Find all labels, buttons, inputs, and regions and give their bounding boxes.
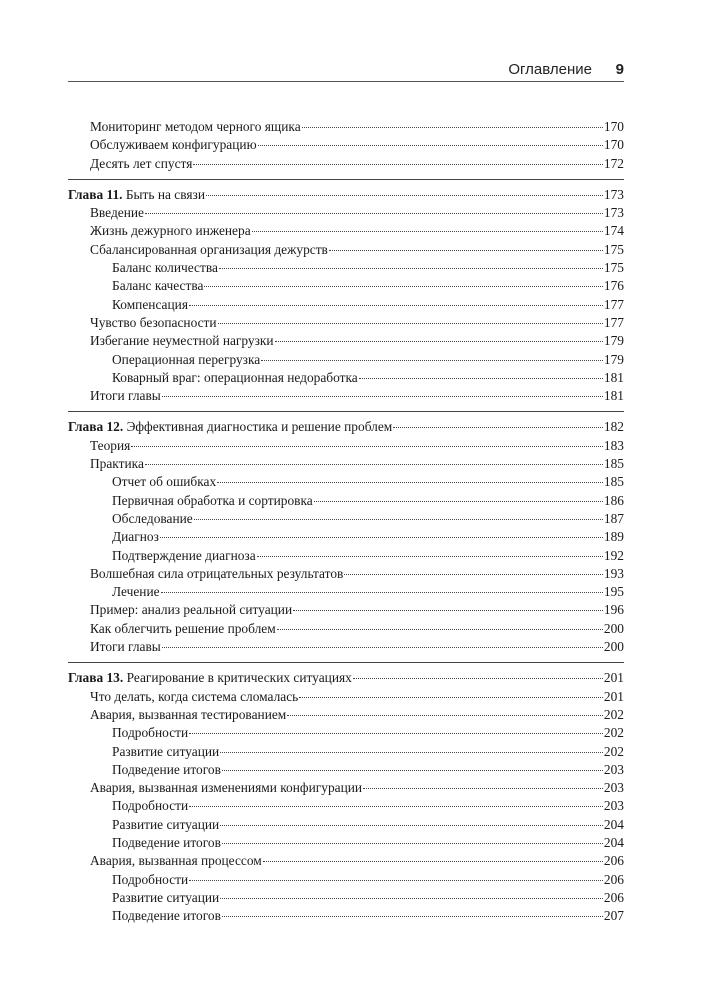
toc-entry [68,688,624,706]
toc-entry-title: Отчет об ошибках [112,474,217,490]
toc-entry-page: 186 [603,492,624,508]
toc-subentry [68,583,624,601]
chapter-name: Эффективная диагностика и решение проблем [126,419,393,435]
toc-entry-title: Авария, вызванная процессом [90,853,262,869]
chapter-label: Глава 11. [68,186,123,202]
toc-entry-page: 181 [603,388,624,404]
toc-entry-title: Сбалансированная организация дежурств [90,241,328,257]
page-number: 9 [615,61,624,78]
toc-entry [68,601,624,619]
toc-entry [68,155,624,173]
toc-entry-title: Подведение итогов [112,908,221,924]
toc-entry-page: 204 [603,834,624,850]
toc-entry-page: 202 [603,725,624,741]
toc-entry-page: 207 [603,908,624,924]
toc-entry-title: Развитие ситуации [112,743,220,759]
toc-subentry [68,761,624,779]
dot-leader [218,323,603,324]
toc-subentry [68,369,624,387]
dot-leader [359,378,603,379]
toc-entry-page: 185 [603,474,624,490]
toc-subentry [68,889,624,907]
chapter-label: Глава 13. [68,670,124,686]
dot-leader [299,697,603,698]
dot-leader [204,286,602,287]
toc-entry-title: Обслуживаем конфигурацию [90,137,257,153]
toc-subentry [68,743,624,761]
dot-leader [145,213,603,214]
toc-entry-title: Итоги главы [90,639,161,655]
toc-entry-page: 170 [603,119,624,134]
toc-entry-title: Развитие ситуации [112,889,220,905]
toc-entry-title: Подтверждение диагноза [112,547,256,563]
toc-subentry [68,259,624,277]
dot-leader [314,501,603,502]
dot-leader [263,861,603,862]
toc-entry-title: Подведение итогов [112,761,221,777]
dot-leader [189,880,603,881]
toc-entry-page: 172 [603,155,624,171]
toc-entry-title: Избегание неуместной нагрузки [90,333,274,349]
toc-entry-title: Жизнь дежурного инженера [90,223,251,239]
toc-subentry [68,797,624,815]
dot-leader [160,537,603,538]
toc-entry [68,314,624,332]
toc-subentry [68,816,624,834]
toc-entry-title: Коварный враг: операционная недоработка [112,369,358,385]
toc-chapter [68,186,624,204]
dot-leader [275,341,603,342]
toc-entry-page: 202 [603,743,624,759]
toc-entry [68,852,624,870]
toc-entry-page: 189 [603,529,624,545]
dot-leader [344,574,603,575]
dot-leader [189,806,603,807]
toc-entry-title: Подробности [112,798,189,814]
toc-entry-page: 196 [603,602,624,618]
toc-entry-title: Компенсация [112,296,188,312]
toc-subentry [68,834,624,852]
dot-leader [363,788,603,789]
toc-chapter [68,418,624,436]
toc-entry-title: Десять лет спустя [90,155,193,171]
toc-subentry [68,351,624,369]
toc-entry-page: 173 [603,205,624,221]
toc-entry-title: Практика [90,456,144,472]
chapter-divider [68,179,624,180]
toc-entry-title: Подробности [112,871,189,887]
running-header-title: Оглавление [508,61,592,78]
toc-entry [68,620,624,638]
dot-leader [222,916,603,917]
toc-subentry [68,871,624,889]
toc-entry-page: 203 [603,780,624,796]
toc-entry-title: Итоги главы [90,388,161,404]
toc-subentry [68,724,624,742]
toc-entry-page: 177 [603,296,624,312]
toc-entry [68,565,624,583]
toc-entry-title: Мониторинг методом черного ящика [90,119,301,134]
dot-leader [393,427,603,428]
toc-entry-page: 206 [603,871,624,887]
toc-entry-page: 179 [603,351,624,367]
chapter-divider [68,411,624,412]
toc-entry-page: 195 [603,584,624,600]
toc-chapter [68,669,624,687]
dot-leader [189,733,603,734]
toc-entry-title: Лечение [112,584,160,600]
toc-entry [68,437,624,455]
toc-entry [68,241,624,259]
toc-entry [68,779,624,797]
toc-entry-page: 204 [603,816,624,832]
toc-entry [68,332,624,350]
dot-leader [287,715,603,716]
dot-leader [302,127,603,128]
toc-entry-title: Подведение итогов [112,834,221,850]
toc-entry-title: Что делать, когда система сломалась [90,688,299,704]
toc-entry-page: 201 [603,670,624,686]
toc-subentry [68,296,624,314]
toc-entry [68,136,624,154]
toc-entry-page: 174 [603,223,624,239]
dot-leader [329,250,603,251]
toc-subentry [68,547,624,565]
toc-entry-page: 173 [603,186,624,202]
chapter-divider [68,662,624,663]
toc-entry-title: Как облегчить решение проблем [90,620,276,636]
toc-entry-title: Чувство безопасности [90,314,217,330]
dot-leader [277,629,603,630]
dot-leader [222,843,603,844]
dot-leader [353,678,603,679]
toc-subentry [68,277,624,295]
toc-entry-page: 183 [603,437,624,453]
toc-subentry [68,528,624,546]
toc-entry-page: 200 [603,620,624,636]
toc-entry-title: Авария, вызванная изменениями конфигурации [90,780,363,796]
toc-entry-page: 203 [603,761,624,777]
toc-entry-page: 185 [603,456,624,472]
toc-entry-page: 203 [603,798,624,814]
toc-entry-page: 202 [603,706,624,722]
dot-leader [161,592,603,593]
dot-leader [261,360,603,361]
toc-chapter-title [68,418,392,436]
toc-entry [68,638,624,656]
toc-entry [68,455,624,473]
toc-entry-page: 175 [603,260,624,276]
toc-subentry [68,473,624,491]
dot-leader [252,231,603,232]
toc-entry [68,204,624,222]
dot-leader [131,446,603,447]
toc-entry-title: Диагноз [112,529,159,545]
toc-entry-title: Обследование [112,510,193,526]
toc-entry-title: Введение [90,205,144,221]
dot-leader [219,268,603,269]
toc-entry-title: Волшебная сила отрицательных результатов [90,565,344,581]
dot-leader [162,396,603,397]
dot-leader [162,647,603,648]
chapter-label: Глава 12. [68,419,124,435]
dot-leader [258,145,603,146]
toc-subentry [68,492,624,510]
toc-entry-page: 177 [603,314,624,330]
dot-leader [220,898,603,899]
toc-entry-page: 206 [603,853,624,869]
toc-entry [68,222,624,240]
toc-entry-page: 192 [603,547,624,563]
toc-entry-page: 175 [603,241,624,257]
toc-entry-title: Подробности [112,725,189,741]
toc-entry-title: Пример: анализ реальной ситуации [90,602,293,618]
toc-entry-title: Авария, вызванная тестированием [90,706,287,722]
toc-entry-page: 179 [603,333,624,349]
toc-entry-page: 182 [603,419,624,435]
dot-leader [206,195,603,196]
toc-entry-page: 176 [603,278,624,294]
toc-subentry [68,907,624,925]
chapter-name: Реагирование в критических ситуациях [126,670,352,686]
toc-entry-page: 170 [603,137,624,153]
toc-entry-page: 187 [603,510,624,526]
toc-entry [68,387,624,405]
toc-entry-title: Баланс количества [112,260,218,276]
table-of-contents [68,118,624,925]
toc-subentry [68,510,624,528]
toc-chapter-title [68,669,352,687]
dot-leader [145,464,603,465]
toc-entry-page: 193 [603,565,624,581]
dot-leader [194,519,603,520]
dot-leader [257,556,603,557]
toc-entry-page: 181 [603,369,624,385]
toc-entry-title: Первичная обработка и сортировка [112,492,313,508]
toc-entry [68,706,624,724]
toc-entry [68,118,624,136]
dot-leader [220,825,603,826]
toc-chapter-title [68,186,205,204]
dot-leader [220,752,603,753]
toc-entry-title: Операционная перегрузка [112,351,261,367]
dot-leader [222,770,603,771]
dot-leader [217,482,603,483]
toc-entry-title: Развитие ситуации [112,816,220,832]
dot-leader [193,164,603,165]
toc-entry-title: Теория [90,437,131,453]
toc-entry-title: Баланс качества [112,278,204,294]
chapter-name: Быть на связи [125,186,206,202]
toc-entry-page: 201 [603,688,624,704]
dot-leader [293,610,603,611]
toc-entry-page: 206 [603,889,624,905]
running-header [68,61,624,82]
dot-leader [189,305,603,306]
toc-entry-page: 200 [603,639,624,655]
